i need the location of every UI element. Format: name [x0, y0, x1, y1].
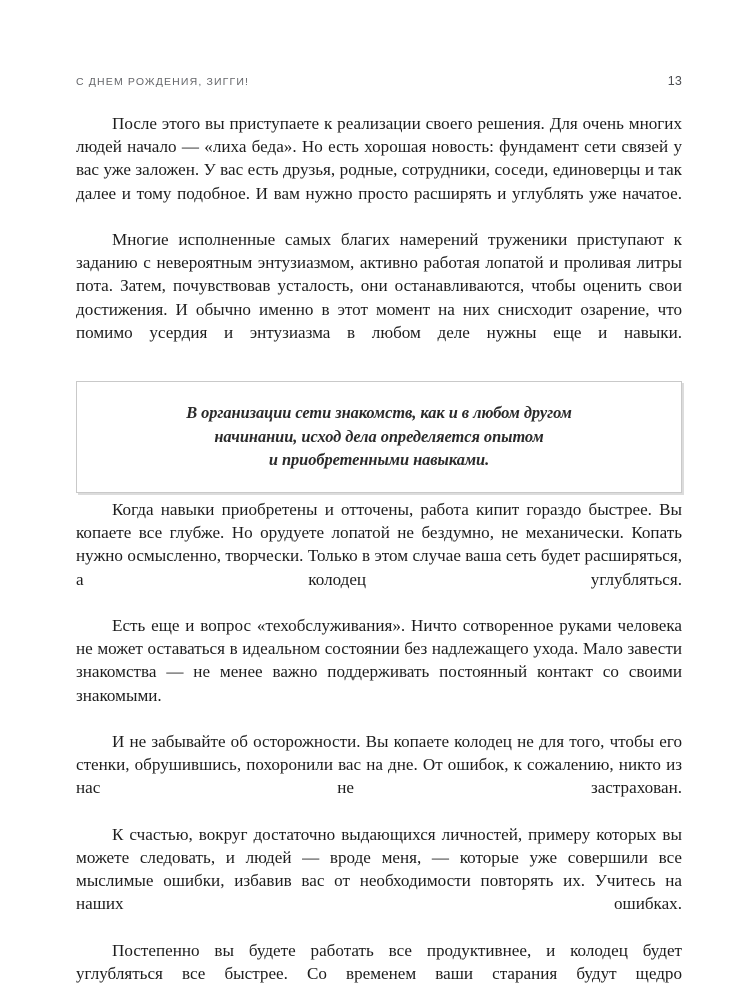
paragraph: Когда навыки приобретены и отточены, работа кипит гораздо быстрее. Вы копаете все глубже. Но орудуете лопатой не бездумно, не механически. Копать нужно осмысленно, творчески. Только в этом случае ваша сеть будет расширяться, а колодец углубляться.	[76, 500, 682, 589]
running-head	[76, 74, 682, 88]
callout-box-wrapper	[76, 381, 682, 493]
callout-box	[76, 381, 682, 493]
page-number: 13	[667, 74, 682, 88]
body-text-upper	[76, 112, 682, 367]
callout-line: и приобретенными навыками.	[268, 450, 490, 469]
paragraph: Многие исполненные самых благих намерений труженики приступают к заданию с невероятным энтузиазмом, активно работая лопатой и проливая литры пота. Затем, почувствовав усталость, они останавливаются, чтобы оценить свои достижения. И обычно именно в этот момент на них снисходит озарение, что помимо усердия и энтузиазма в любом деле нужны еще и навыки.	[76, 230, 682, 342]
paragraph: После этого вы приступаете к реализации своего решения. Для очень многих людей начало — «лиха беда». Но есть хорошая новость: фундамент сети связей у вас уже заложен. У вас есть друзья, родные, сотрудники, соседи, единоверцы и так далее и тому подобное. И вам нужно просто расширять и углублять уже начатое.	[76, 114, 682, 203]
body-text-lower	[76, 498, 682, 1001]
paragraph: И не забывайте об осторожности. Вы копаете колодец не для того, чтобы его стенки, обрушившись, похоронили вас на дне. От ошибок, к сожалению, никто из нас не застрахован.	[76, 732, 682, 798]
callout-line: начинании, исход дела определяется опытом	[214, 426, 544, 446]
paragraph: Есть еще и вопрос «техобслуживания». Ничто сотворенное руками человека не может оставаться в идеальном состоянии без надлежащего ухода. Мало завести знакомства — не менее важно поддерживать постоянный контакт со своими знакомыми.	[76, 616, 682, 705]
callout-line: В организации сети знакомств, как и в любом другом	[186, 403, 572, 422]
paragraph: К счастью, вокруг достаточно выдающихся личностей, примеру которых вы можете следовать, и людей — вроде меня, — которые уже совершили все мыслимые ошибки, избавив вас от необходимости повторять их. Учитесь на наших ошибках.	[76, 824, 682, 914]
paragraph: Постепенно вы будете работать все продуктивнее, и колодец будет углубляться все быстрее. Со временем ваши старания будут щедро	[76, 940, 682, 984]
callout-text	[186, 401, 572, 472]
chapter-running-title: С ДНЕМ РОЖДЕНИЯ, ЗИГГИ!	[76, 76, 250, 88]
